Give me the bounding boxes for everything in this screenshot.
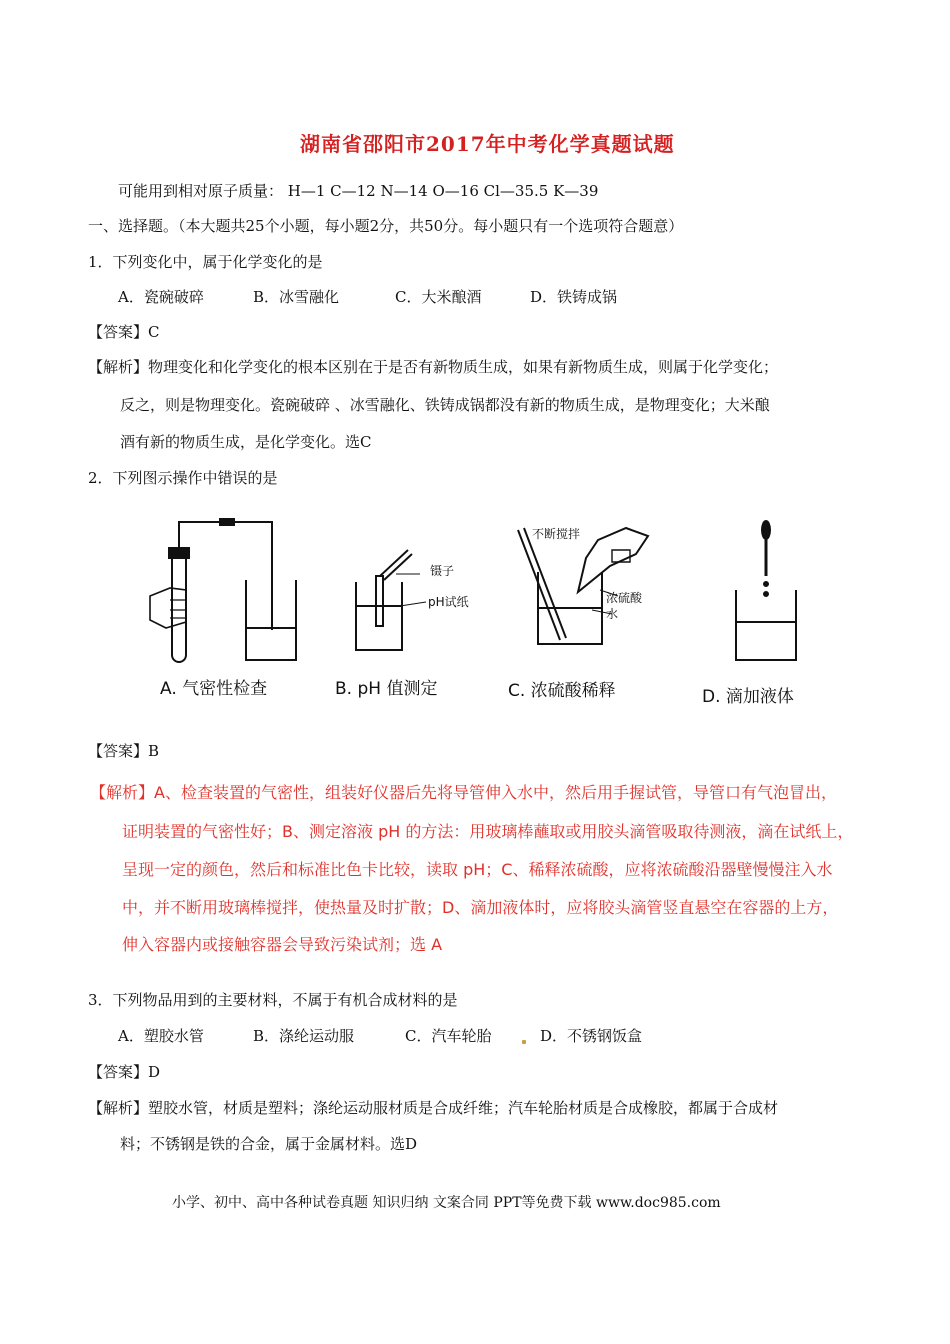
airtightness-check-diagram [150,519,296,662]
q1-option-b: B．冰雪融化 [253,288,340,306]
q2-analysis-line4: 中，并不断用玻璃棒搅拌，使热量及时扩散；D、滴加液体时，应将胶头滴管竖直悬空在容器的上方， [122,898,839,917]
q3-analysis-line2: 料；不锈钢是铁的合金，属于金属材料。选D [120,1135,418,1153]
water-label: 水 [606,607,619,621]
acid-dilution-diagram [518,528,648,644]
q2-analysis-line2: 证明装置的气密性好；B、测定溶液 pH 的方法：用玻璃棒蘸取或用胶头滴管吸取待测液，滴在试纸上， [122,822,854,841]
q2-answer: 【答案】B [88,742,160,760]
q1-analysis-line1: 【解析】物理变化和化学变化的根本区别在于是否有新物质生成，如果有新物质生成，则属于化学变化； [88,358,779,376]
caption-a: A. 气密性检查 [160,679,268,699]
ph-paper-label: pH试纸 [428,595,469,609]
q3-answer: 【答案】D [88,1063,161,1081]
stir-label: 不断搅拌 [532,527,581,541]
q1-option-a: A．瓷碗破碎 [118,288,204,306]
q1-answer: 【答案】C [88,323,160,341]
section-heading: 一、选择题。（本大题共25个小题，每小题2分，共50分。每小题只有一个选项符合题意） [88,217,684,235]
ph-test-diagram [356,550,426,650]
q1-option-c: C．大米酿酒 [395,288,482,306]
q1-analysis-line3: 酒有新的物质生成，是化学变化。选C [120,433,372,451]
q1-stem: 1．下列变化中，属于化学变化的是 [88,253,323,271]
q3-option-b: B．涤纶运动服 [253,1027,355,1045]
atomic-mass-line: 可能用到相对原子质量： H—1 C—12 N—14 O—16 Cl—35.5 K—39 [118,182,599,200]
q1-option-d: D．铁铸成锅 [530,288,618,306]
tweezers-label: 镊子 [430,564,455,578]
dropper-diagram [736,521,796,660]
page-title: 湖南省邵阳市2017年中考化学真题试题 [300,132,675,156]
page-footer: 小学、初中、高中各种试卷真题 知识归纳 文案合同 PPT等免费下载 www.doc985.com [172,1195,721,1211]
q3-option-c: C．汽车轮胎 [405,1027,492,1045]
stray-dot [522,1040,526,1044]
q1-analysis-line2: 反之，则是物理变化。瓷碗破碎 、冰雪融化、铁铸成锅都没有新的物质生成，是物理变化；大米酿 [120,396,770,414]
q3-stem: 3．下列物品用到的主要材料，不属于有机合成材料的是 [88,991,458,1009]
q2-analysis-line1: 【解析】A、检查装置的气密性，组装好仪器后先将导管伸入水中，然后用手握试管，导管口有气泡冒出， [90,783,837,802]
caption-d: D. 滴加液体 [702,687,794,707]
lab-operations-figure [140,510,840,720]
caption-c: C. 浓硫酸稀释 [508,681,616,701]
caption-b: B. pH 值测定 [335,679,438,699]
q3-option-a: A．塑胶水管 [118,1027,204,1045]
q2-analysis-line3: 呈现一定的颜色，然后和标准比色卡比较，读取 pH；C、稀释浓硫酸，应将浓硫酸沿器壁慢慢注入水 [122,860,833,879]
conc-acid-label: 浓硫酸 [606,591,643,605]
q3-analysis-line1: 【解析】塑胶水管，材质是塑料；涤纶运动服材质是合成纤维；汽车轮胎材质是合成橡胶，都属于合成材 [88,1099,779,1117]
q2-stem: 2．下列图示操作中错误的是 [88,469,278,487]
q2-analysis-line5: 伸入容器内或接触容器会导致污染试剂；选 A [122,935,443,954]
q3-option-d: D．不锈钢饭盒 [540,1027,643,1045]
